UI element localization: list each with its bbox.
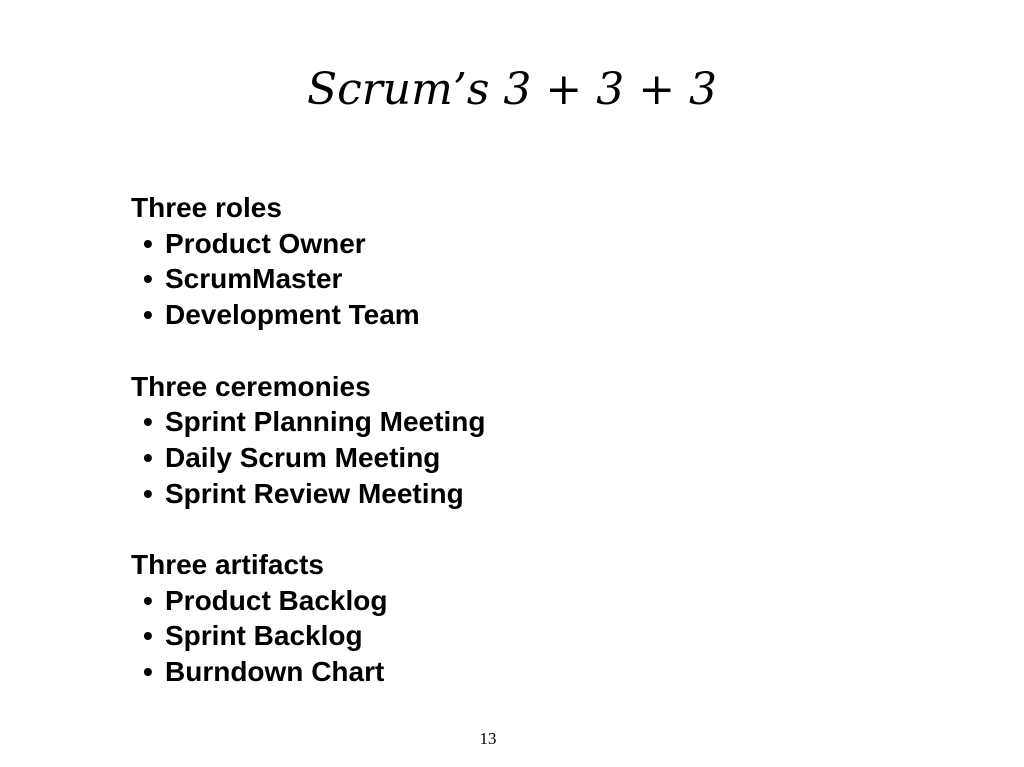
list-item-label: ScrumMaster: [165, 263, 343, 295]
bullet-icon: •: [143, 477, 153, 509]
slide-title: Scrum’s 3 + 3 + 3: [306, 64, 718, 115]
bullet-icon: •: [143, 406, 153, 438]
list-item: [131, 618, 485, 654]
bullet-icon: •: [143, 584, 153, 616]
bullet-icon: •: [143, 263, 153, 295]
list-item-label: Sprint Planning Meeting: [165, 406, 486, 438]
bullet-list: [131, 404, 485, 511]
list-item-label: Burndown Chart: [165, 656, 385, 688]
list-item: [131, 261, 485, 297]
list-item: [131, 404, 485, 440]
section-heading: Three roles: [131, 192, 282, 223]
section-artifacts: [131, 547, 485, 690]
section-roles: [131, 190, 485, 333]
list-item: [131, 654, 485, 690]
list-item-label: Product Backlog: [165, 584, 388, 616]
list-item-label: Product Owner: [165, 227, 366, 259]
bullet-list: [131, 226, 485, 333]
bullet-icon: •: [143, 620, 153, 652]
list-item: [131, 226, 485, 262]
slide-content: [131, 190, 485, 690]
list-item-label: Sprint Backlog: [165, 620, 363, 652]
list-item: [131, 583, 485, 619]
section-heading: Three artifacts: [131, 549, 324, 580]
section-heading: Three ceremonies: [131, 370, 371, 402]
section-ceremonies: [131, 369, 485, 512]
list-item-label: Sprint Review Meeting: [165, 477, 464, 509]
bullet-icon: •: [143, 441, 153, 473]
bullet-list: [131, 583, 485, 690]
list-item-label: Development Team: [165, 299, 420, 331]
bullet-icon: •: [143, 299, 153, 331]
list-item-label: Daily Scrum Meeting: [165, 441, 441, 473]
list-item: [131, 440, 485, 476]
bullet-icon: •: [143, 656, 153, 688]
bullet-icon: •: [143, 227, 153, 259]
list-item: [131, 476, 485, 512]
list-item: [131, 297, 485, 333]
page-number: 13: [479, 729, 497, 748]
